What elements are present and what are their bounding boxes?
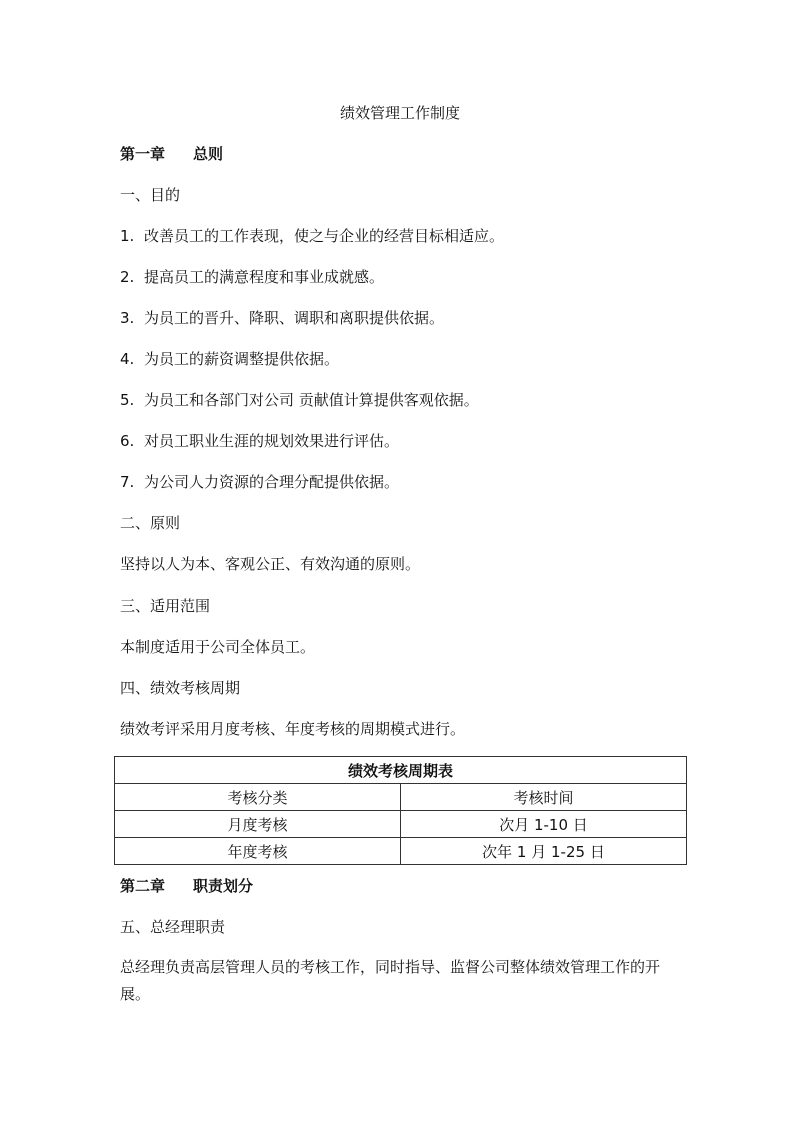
table-cell: 年度考核 bbox=[115, 838, 401, 865]
table-row bbox=[115, 811, 687, 838]
table-cell: 月度考核 bbox=[115, 811, 401, 838]
section-3-heading: 三、适用范围 bbox=[120, 597, 211, 615]
chapter-2-heading bbox=[120, 876, 253, 896]
list-item-text: 对员工职业生涯的规划效果进行评估。 bbox=[144, 432, 400, 450]
list-item bbox=[120, 308, 444, 328]
list-item-text: 改善员工的工作表现，使之与企业的经营目标相适应。 bbox=[144, 227, 505, 245]
list-item-text: 为员工的晋升、降职、调职和离职提供依据。 bbox=[144, 309, 445, 327]
chapter-2-number: 第二章 bbox=[120, 877, 166, 895]
table-row bbox=[115, 838, 687, 865]
section-2-body: 坚持以人为本、客观公正、有效沟通的原则。 bbox=[120, 555, 421, 573]
list-item-text: 为公司人力资源的合理分配提供依据。 bbox=[144, 473, 400, 491]
list-item bbox=[120, 349, 339, 369]
section-3-body: 本制度适用于公司全体员工。 bbox=[120, 638, 316, 656]
table-header-cell: 考核时间 bbox=[401, 784, 687, 811]
assessment-cycle-table bbox=[114, 756, 687, 865]
section-2-heading: 二、原则 bbox=[120, 514, 181, 532]
table-cell: 次月 1-10 日 bbox=[401, 811, 687, 838]
list-item-number: 3. bbox=[120, 309, 135, 327]
list-item-text: 为员工和各部门对公司 贡献值计算提供客观依据。 bbox=[144, 391, 479, 409]
list-item-number: 1. bbox=[120, 227, 135, 245]
section-4-heading: 四、绩效考核周期 bbox=[120, 679, 241, 697]
list-item bbox=[120, 267, 384, 287]
chapter-2-name: 职责划分 bbox=[193, 877, 254, 895]
list-item bbox=[120, 472, 399, 492]
list-item-text: 提高员工的满意程度和事业成就感。 bbox=[144, 268, 385, 286]
document-title: 绩效管理工作制度 bbox=[339, 104, 460, 122]
list-item-text: 为员工的薪资调整提供依据。 bbox=[144, 350, 340, 368]
section-5-body: 总经理负责高层管理人员的考核工作，同时指导、监督公司整体绩效管理工作的开展。 bbox=[120, 958, 661, 1003]
section-5-heading: 五、总经理职责 bbox=[120, 918, 226, 936]
section-1-heading: 一、目的 bbox=[120, 186, 181, 204]
list-item bbox=[120, 226, 504, 246]
list-item-number: 7. bbox=[120, 473, 135, 491]
list-item-number: 6. bbox=[120, 432, 135, 450]
table-cell: 次年 1 月 1-25 日 bbox=[401, 838, 687, 865]
list-item-number: 5. bbox=[120, 391, 135, 409]
list-item-number: 4. bbox=[120, 350, 135, 368]
list-item-number: 2. bbox=[120, 268, 135, 286]
chapter-1-number: 第一章 bbox=[120, 145, 166, 163]
table-header-row bbox=[115, 784, 687, 811]
table-title-row bbox=[115, 757, 687, 784]
table-title: 绩效考核周期表 bbox=[115, 757, 687, 784]
chapter-1-heading bbox=[120, 144, 223, 164]
section-4-body: 绩效考评采用月度考核、年度考核的周期模式进行。 bbox=[120, 720, 466, 738]
list-item bbox=[120, 390, 479, 410]
chapter-1-name: 总则 bbox=[193, 145, 224, 163]
list-item bbox=[120, 431, 399, 451]
table-header-cell: 考核分类 bbox=[115, 784, 401, 811]
